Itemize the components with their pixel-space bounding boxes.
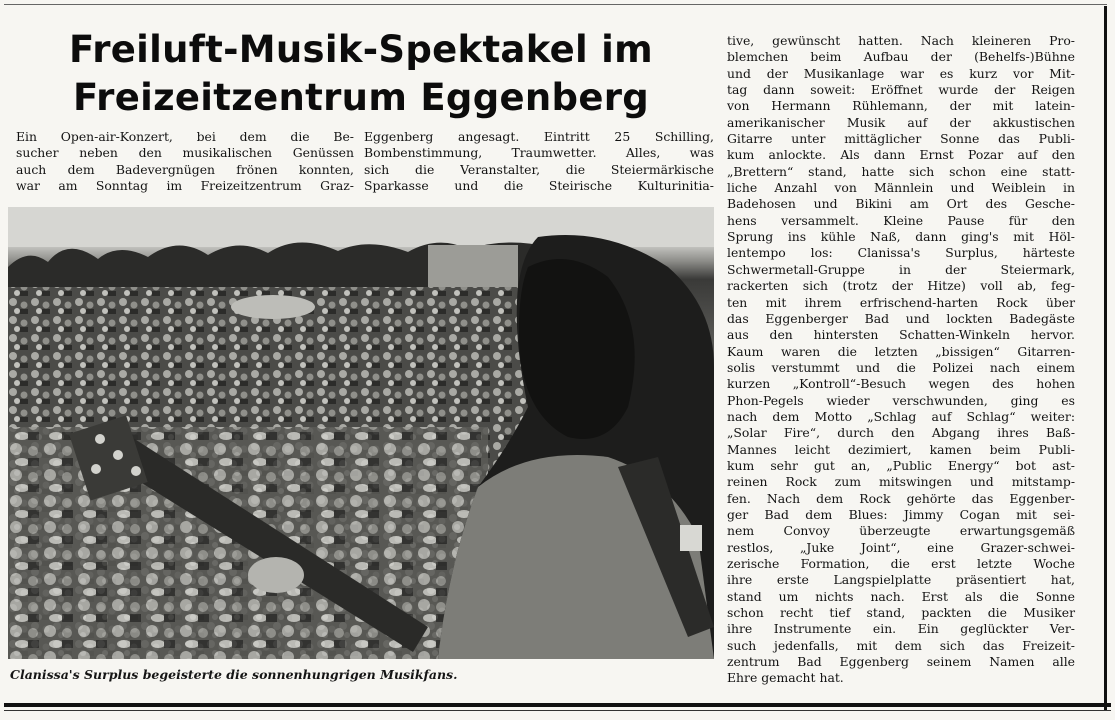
text-line: rackerten sich (trotz der Hitze) voll ab, feg- <box>727 278 1075 294</box>
text-line: Sprung ins kühle Naß, dann ging's mit Höl- <box>727 229 1075 245</box>
text-line: sich die Veranstalter, die Steiermärkische <box>364 161 714 177</box>
text-line: stand um nichts nach. Erst als die Sonne <box>727 588 1075 604</box>
text-line: Phon-Pegels wieder verschwunden, ging es <box>727 392 1075 408</box>
bottom-border-rule <box>4 703 1111 707</box>
text-line: nem Convoy überzeugte erwartungsgemäß <box>727 523 1075 539</box>
headline-line-1: Freiluft-Musik-Spektakel im <box>68 28 654 71</box>
text-line: restlos, „Juke Joint“, eine Grazer-schwei- <box>727 539 1075 555</box>
text-line: such jedenfalls, mit dem sich das Freizeit- <box>727 637 1075 653</box>
text-line: nach dem Motto „Schlag auf Schlag“ weiter: <box>727 408 1075 424</box>
text-line: schon recht tief stand, packten die Musiker <box>727 605 1075 621</box>
text-line: tive, gewünscht hatten. Nach kleineren Pro- <box>727 33 1075 48</box>
headline <box>16 26 706 122</box>
text-line: blemchen beim Aufbau der (Behelfs-)Bühne <box>727 49 1075 65</box>
text-line: Mannes leicht dezimiert, kamen beim Publi- <box>727 441 1075 457</box>
text-line: war am Sonntag im Freizeitzentrum Graz- <box>16 178 354 194</box>
text-line: zentrum Bad Eggenberg seinem Namen alle <box>727 654 1075 670</box>
bottom-border-thin-rule <box>4 710 1111 711</box>
text-line: ihre erste Langspielplatte präsentiert hat, <box>727 572 1075 588</box>
text-line: ten mit ihrem erfrischend-harten Rock über <box>727 294 1075 310</box>
text-line: Sparkasse und die Steirische Kulturinitia- <box>364 178 714 194</box>
text-line: Ein Open-air-Konzert, bei dem die Be- <box>16 129 354 144</box>
text-line: das Eggenberger Bad und lockten Badegäste <box>727 310 1075 326</box>
text-line: hens versammelt. Kleine Pause für den <box>727 212 1075 228</box>
text-line: ger Bad dem Blues: Jimmy Cogan mit sei- <box>727 506 1075 522</box>
text-line: kurzen „Kontroll“-Besuch wegen des hohen <box>727 376 1075 392</box>
text-line: Schwermetall-Gruppe in der Steiermark, <box>727 261 1075 277</box>
text-line: Kaum waren die letzten „bissigen“ Gitarren- <box>727 343 1075 359</box>
text-line: amerikanischer Musik auf der akkustischen <box>727 114 1075 130</box>
text-line: Gitarre unter mittäglicher Sonne das Publi- <box>727 131 1075 147</box>
text-line: von Hermann Rühlemann, der mit latein- <box>727 98 1075 114</box>
text-line: solis verstummt und die Polizei nach einem <box>727 359 1075 375</box>
photo-caption: Clanissa's Surplus begeisterte die sonnenhungrigen Musikfans. <box>10 667 458 682</box>
article-column-2 <box>364 129 714 194</box>
text-line: Badehosen und Bikini am Ort des Gesche- <box>727 196 1075 212</box>
text-line: fen. Nach dem Rock gehörte das Eggenber- <box>727 490 1075 506</box>
text-line: reinen Rock zum mitswingen und mitstamp- <box>727 474 1075 490</box>
text-line: lentempo los: Clanissa's Surplus, härteste <box>727 245 1075 261</box>
text-line: Ehre gemacht hat. <box>727 670 844 686</box>
text-line: sucher neben den musikalischen Genüssen <box>16 145 354 161</box>
top-rule <box>4 4 1107 5</box>
text-line: „Solar Fire“, durch den Abgang ihres Baß- <box>727 425 1075 441</box>
text-line: aus den hintersten Schatten-Winkeln hervor. <box>727 327 1075 343</box>
text-line: Bombenstimmung, Traumwetter. Alles, was <box>364 145 714 161</box>
text-line: liche Anzahl von Männlein und Weiblein in <box>727 180 1075 196</box>
concert-photo-drawing <box>8 207 714 659</box>
text-line: und der Musikanlage war es kurz vor Mit- <box>727 65 1075 81</box>
text-line: kum sehr gut an, „Public Energy“ bot ast- <box>727 457 1075 473</box>
text-line: ihre Instrumente ein. Ein geglückter Ver- <box>727 621 1075 637</box>
concert-photo <box>8 207 714 659</box>
headline-line-2: Freizeitzentrum Eggenberg <box>72 76 650 119</box>
text-line: kum anlockte. Als dann Ernst Pozar auf den <box>727 147 1075 163</box>
text-line: „Brettern“ stand, hatte sich schon eine statt- <box>727 163 1075 179</box>
right-border-rule <box>1104 6 1107 710</box>
text-line: tag dann soweit: Eröffnet wurde der Reigen <box>727 82 1075 98</box>
text-line: Eggenberg angesagt. Eintritt 25 Schilling, <box>364 129 714 144</box>
text-line: auch dem Badevergnügen frönen konnten, <box>16 161 354 177</box>
text-line: zerische Formation, die erst letzte Woche <box>727 556 1075 571</box>
article-column-1 <box>16 129 354 194</box>
article-column-3 <box>727 33 1075 687</box>
